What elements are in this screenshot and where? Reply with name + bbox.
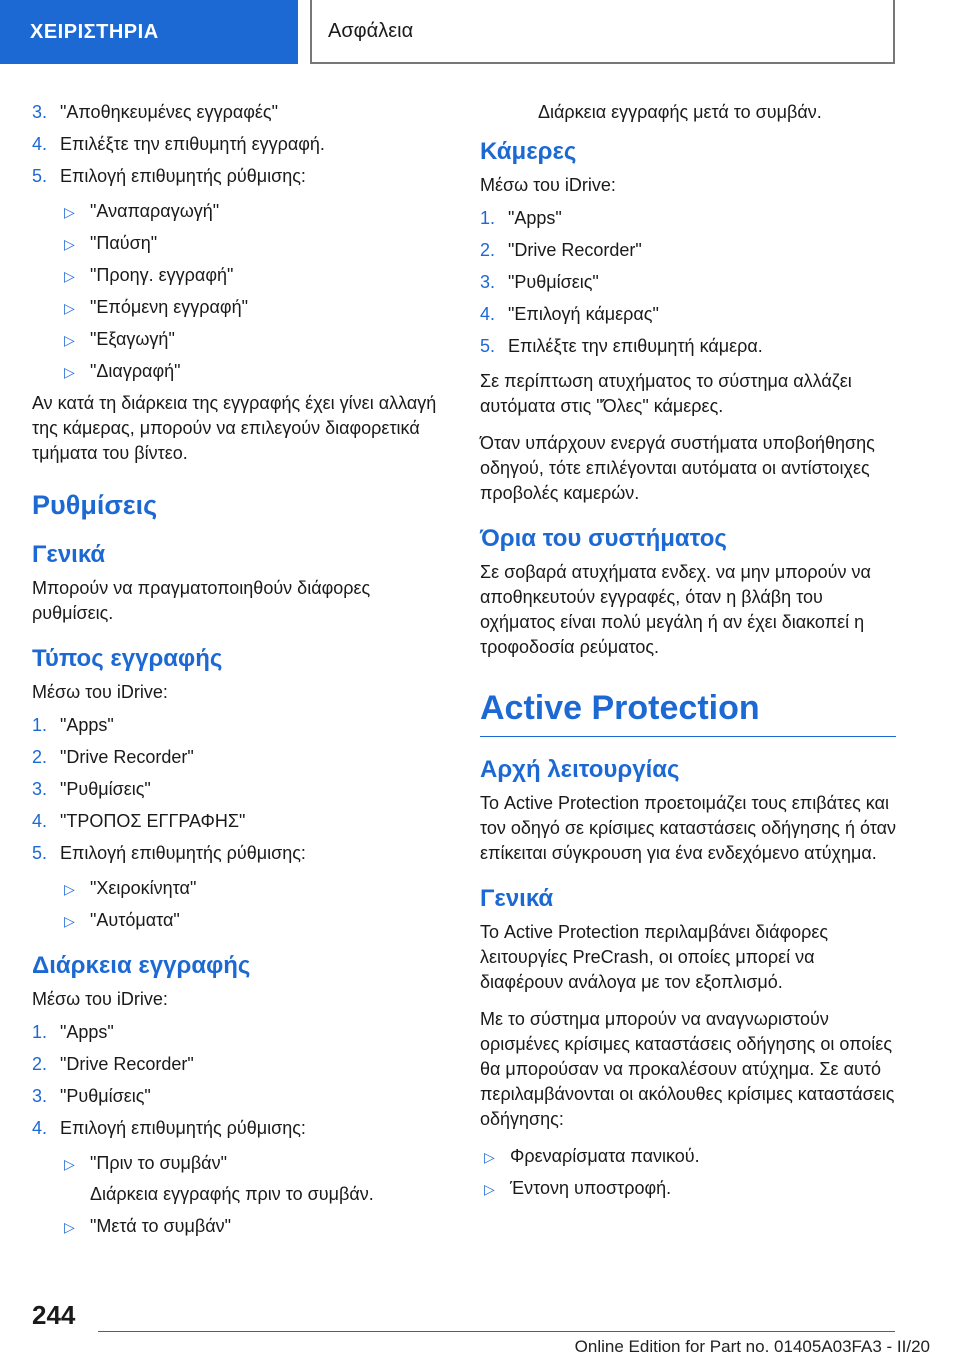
assist-paragraph: Όταν υπάρχουν ενεργά συστήματα υποβοήθησης οδηγού, τότε επιλέγονται αυτόματα οι αντίστοιχες προβολές καμερών. <box>480 433 875 503</box>
general-paragraph: Μπορούν να πραγματοποιηθούν διάφορες ρυθμίσεις. <box>32 578 371 623</box>
list-item: 3. "Ρυθμίσεις" <box>32 779 151 799</box>
list-item: ▷ "Αυτόματα" <box>60 908 448 933</box>
list-item: 5. Επιλογή επιθυμητής ρύθμισης: <box>32 166 306 186</box>
list-item: 5. Επιλέξτε την επιθυμητή κάμερα. <box>480 336 763 356</box>
after-event-description: Διάρκεια εγγραφής μετά το συμβάν. <box>538 102 822 122</box>
idrive-intro: Μέσω του iDrive: <box>480 175 616 195</box>
list-item: ▷ Φρεναρίσματα πανικού. <box>480 1144 896 1169</box>
list-item: 4. Επιλέξτε την επιθυμητή εγγραφή. <box>32 134 325 154</box>
list-item: 4. Επιλογή επιθυμητής ρύθμισης: <box>32 1118 306 1138</box>
list-item: ▷ "Μετά το συμβάν" <box>60 1214 448 1239</box>
list-item: 1. "Apps" <box>480 208 562 228</box>
option-description: Διάρκεια εγγραφής πριν το συμβάν. <box>90 1184 374 1204</box>
list-item: 3. "Αποθηκευμένες εγγραφές" <box>32 102 278 122</box>
cameras-heading: Κάμερες <box>480 138 577 165</box>
critical-situations-list <box>480 1144 896 1201</box>
triangle-bullet-icon: ▷ <box>64 1156 75 1172</box>
options-list-3 <box>32 1151 448 1239</box>
triangle-bullet-icon: ▷ <box>64 300 75 316</box>
list-item: 4. "Επιλογή κάμερας" <box>480 304 659 324</box>
options-list-2 <box>32 876 448 933</box>
list-item: 5. Επιλογή επιθυμητής ρύθμισης: <box>32 843 306 863</box>
list-item: ▷ "Πριν το συμβάν" Διάρκεια εγγραφής πριν το συμβάν. <box>60 1151 448 1207</box>
list-item: 2. "Drive Recorder" <box>32 747 194 767</box>
list-item: 2. "Drive Recorder" <box>32 1054 194 1074</box>
accident-paragraph: Σε περίπτωση ατυχήματος το σύστημα αλλάζει αυτόματα στις "Όλες" κάμερες. <box>480 371 852 416</box>
triangle-bullet-icon: ▷ <box>64 204 75 220</box>
recording-duration-heading: Διάρκεια εγγραφής <box>32 952 251 979</box>
idrive-intro: Μέσω του iDrive: <box>32 682 168 702</box>
section-title: ΧΕΙΡΙΣΤΗΡΙΑ <box>30 20 159 43</box>
recording-type-heading: Τύπος εγγραφής <box>32 645 223 672</box>
list-item: 3. "Ρυθμίσεις" <box>32 1086 151 1106</box>
list-item: ▷ "Προηγ. εγγραφή" <box>60 263 448 288</box>
right-column <box>480 100 896 1208</box>
idrive-intro: Μέσω του iDrive: <box>32 989 168 1009</box>
general-heading: Γενικά <box>480 885 554 912</box>
list-item: ▷ "Αναπαραγωγή" <box>60 199 448 224</box>
general-heading: Γενικά <box>32 541 106 568</box>
list-item: ▷ Έντονη υποστροφή. <box>480 1176 896 1201</box>
steps-list-1 <box>32 100 448 189</box>
triangle-bullet-icon: ▷ <box>64 364 75 380</box>
edition-text: Online Edition for Part no. 01405A03FA3 - II/20 <box>574 1337 930 1356</box>
system-limits-paragraph: Σε σοβαρά ατυχήματα ενδεχ. να μην μπορούν να αποθηκευτούν εγγραφές, όταν η βλάβη του οχήματος είναι πολύ μεγάλη ή αν έχει διακοπεί η τροφοδοσία ρεύματος. <box>480 562 871 657</box>
footer-divider <box>98 1331 895 1332</box>
steps-list-2 <box>32 713 448 866</box>
triangle-bullet-icon: ▷ <box>64 881 75 897</box>
principle-paragraph: Το Active Protection προετοιμάζει τους επιβάτες και τον οδηγό σε κρίσιμες καταστάσεις οδήγησης ή όταν επίκειται σύγκρουση για ένα ενδεχόμενο ατύχημα. <box>480 793 896 863</box>
list-item: ▷ "Χειροκίνητα" <box>60 876 448 901</box>
chapter-title: Ασφάλεια <box>328 19 414 42</box>
general-paragraph-2: Με το σύστημα μπορούν να αναγνωριστούν ορισμένες κρίσιμες καταστάσεις οδήγησης οι οποίες θα μπορούσαν να προκαλέσουν ατύχημα. Σε αυτό περιλαμβάνονται οι ακόλουθες κρίσιμες καταστάσεις οδήγησης: <box>480 1009 895 1129</box>
list-item: ▷ "Παύση" <box>60 231 448 256</box>
chapter-header <box>310 0 895 64</box>
steps-list-3 <box>32 1020 448 1141</box>
triangle-bullet-icon: ▷ <box>484 1181 495 1197</box>
list-item: ▷ "Επόμενη εγγραφή" <box>60 295 448 320</box>
list-item: ▷ "Εξαγωγή" <box>60 327 448 352</box>
list-item: 1. "Apps" <box>32 715 114 735</box>
triangle-bullet-icon: ▷ <box>64 268 75 284</box>
list-item: 2. "Drive Recorder" <box>480 240 642 260</box>
left-column <box>32 100 448 1246</box>
list-item: 3. "Ρυθμίσεις" <box>480 272 599 292</box>
steps-list-4 <box>480 206 896 359</box>
triangle-bullet-icon: ▷ <box>64 913 75 929</box>
principle-heading: Αρχή λειτουργίας <box>480 756 680 783</box>
page-number: 244 <box>32 1300 76 1330</box>
triangle-bullet-icon: ▷ <box>64 236 75 252</box>
triangle-bullet-icon: ▷ <box>484 1149 495 1165</box>
list-item: ▷ "Διαγραφή" <box>60 359 448 384</box>
options-list-1 <box>32 199 448 384</box>
list-item: 4. "ΤΡΟΠΟΣ ΕΓΓΡΑΦΗΣ" <box>32 811 246 831</box>
general-paragraph-1: Το Active Protection περιλαμβάνει διάφορες λειτουργίες PreCrash, οι οποίες μπορεί να διαφέρουν ανάλογα με τον εξοπλισμό. <box>480 922 829 992</box>
list-item: 1. "Apps" <box>32 1022 114 1042</box>
triangle-bullet-icon: ▷ <box>64 1219 75 1235</box>
camera-change-paragraph: Αν κατά τη διάρκεια της εγγραφής έχει γίνει αλλαγή της κάμερας, μπορούν να επιλεγούν διαφορετικά τμήματα του βίντεο. <box>32 393 437 463</box>
triangle-bullet-icon: ▷ <box>64 332 75 348</box>
system-limits-heading: Όρια του συστήματος <box>480 525 727 552</box>
settings-heading: Ρυθμίσεις <box>32 490 158 520</box>
active-protection-heading: Active Protection <box>480 686 896 737</box>
section-tab <box>0 0 298 64</box>
